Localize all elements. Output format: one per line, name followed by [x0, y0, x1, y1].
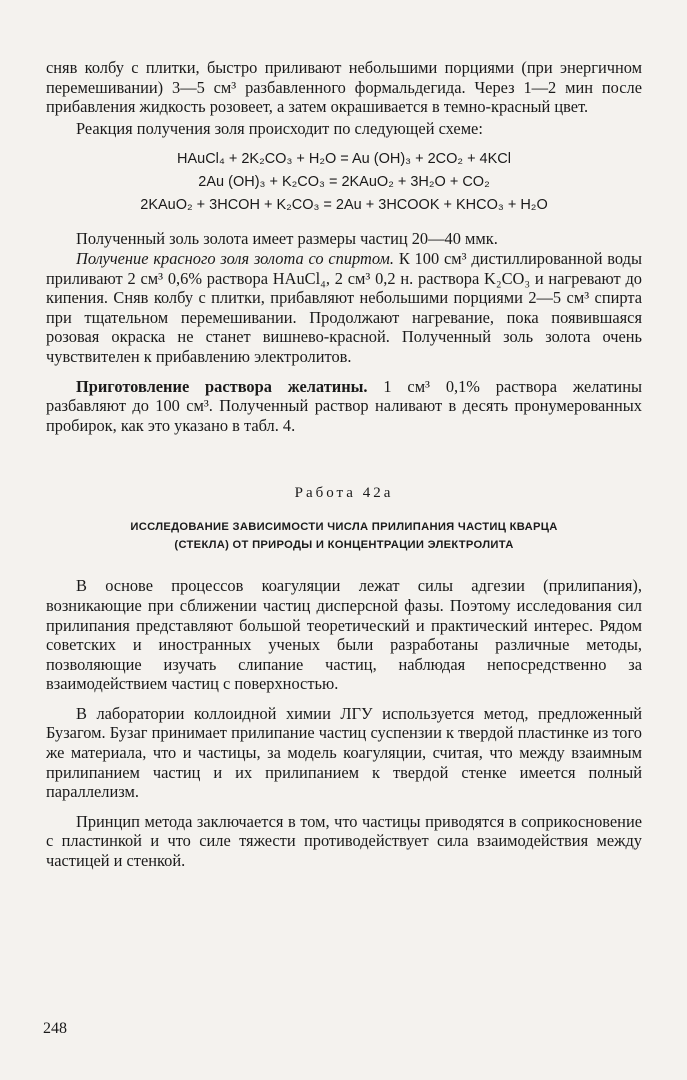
gelatin-title: Приготовление раствора желатины. [76, 376, 368, 396]
body-paragraph-3: Принцип метода заключается в том, что частицы приводятся в соприкосновение с пластинкой и что силе тяжести противодействует сила взаимодействия между частицей и стенкой. [46, 811, 642, 871]
section-heading [46, 518, 642, 554]
body-paragraph-1: В основе процессов коагуляции лежат силы адгезии (прилипания), возникающие при сближении частиц дисперсной фазы. Поэтому исследования сил прилипания представляют большой теоретический и практический интерес. Рядом советских и иностранных ученых были разработаны различные методы, позволяющие изучать слипание частиц, наблюдая непосредственно за взаимодействием частиц с поверхностью. [46, 576, 642, 694]
particle-size-text: Полученный золь золота имеет размеры частиц 20—40 ммк. [76, 229, 498, 249]
work-title: Работа 42а [294, 485, 394, 502]
section-heading-line-2: (СТЕКЛА) ОТ ПРИРОДЫ И КОНЦЕНТРАЦИИ ЭЛЕКТРОЛИТА [174, 539, 514, 552]
gelatin-text: 1 см³ 0,1% раствора желатины разбавляют до 100 см³. Полученный раствор наливают в десять пронумерованных пробирок, как это указано в табл. 4. [46, 376, 642, 435]
gelatin-paragraph [46, 377, 642, 436]
section-heading-line-1: ИССЛЕДОВАНИЕ ЗАВИСИМОСТИ ЧИСЛА ПРИЛИПАНИЯ ЧАСТИЦ КВАРЦА [130, 521, 558, 534]
page-content [46, 58, 642, 871]
equation-1: HAuCl₄ + 2K₂CO₃ + H₂O = Au (OH)₃ + 2CO₂ + 4KCl [177, 151, 511, 168]
equation-2: 2Au (OH)₃ + K₂CO₃ = 2KAuO₂ + 3H₂O + CO₂ [198, 174, 490, 191]
reaction-intro: Реакция получения золя происходит по следующей схеме: [76, 118, 483, 138]
equation-3: 2KAuO₂ + 3HCOH + K₂CO₃ = 2Au + 3HCOOK + KHCO₃ + H₂O [140, 197, 548, 214]
red-sol-text: К 100 см³ дистиллированной воды приливают 2 см³ 0,6% раствора HAuCl₄, 2 см³ 0,2 н. раствора K₂CO₃ и нагревают до кипения. Сняв колбу с плитки, прибавляют небольшими порциями 2—5 см³ спирта при тщательном перемешивании. Продолжают нагревание, пока появившаяся розовая окраска не станет вишнево-красной. Полученный золь золота очень чувствителен к прибавлению электролитов. [46, 248, 642, 366]
red-sol-title: Получение красного золя золота со спиртом. [76, 248, 394, 268]
paragraph-continuation: сняв колбу с плитки, быстро приливают небольшими порциями (при энергичном перемешивании) 3—5 см³ разбавленного формальдегида. Через 1—2 мин после прибавления жидкость розовеет, а затем окрашивается в темно-красный цвет. [46, 58, 642, 117]
body-paragraph-2: В лаборатории коллоидной химии ЛГУ используется метод, предложенный Бузагом. Бузаг принимает прилипание частиц суспензии к твердой пластинке из того же материала, что и частицы, за модель коагуляции, считая, что между взаимным прилипанием частиц и их прилипанием к твердой стенке имеется полный параллелизм. [46, 703, 642, 802]
reaction-equations [46, 148, 642, 217]
page-number: 248 [43, 1020, 67, 1037]
red-sol-paragraph [46, 249, 642, 367]
